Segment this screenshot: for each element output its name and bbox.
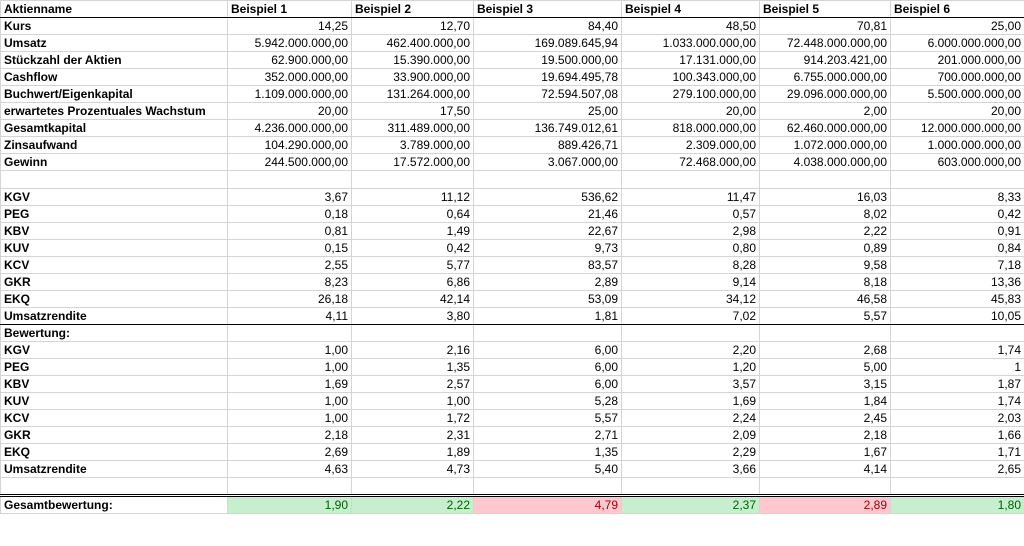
table-row: [1, 154, 1024, 171]
value-cell[interactable]: 100.343.000,00: [622, 69, 760, 86]
table-row: [1, 444, 1024, 461]
value-cell[interactable]: 8,28: [622, 257, 760, 274]
value-cell[interactable]: 2,31: [352, 427, 474, 444]
value-cell[interactable]: 0,89: [760, 240, 891, 257]
value-cell[interactable]: 104.290.000,00: [228, 137, 352, 154]
value-cell[interactable]: 2,29: [622, 444, 760, 461]
value-cell[interactable]: 2,03: [891, 410, 1024, 427]
value-cell[interactable]: 818.000.000,00: [622, 120, 760, 137]
value-cell[interactable]: 70,81: [760, 18, 891, 35]
value-cell[interactable]: 311.489.000,00: [352, 120, 474, 137]
value-cell[interactable]: 1,74: [891, 342, 1024, 359]
value-cell[interactable]: 17,50: [352, 103, 474, 120]
value-cell[interactable]: 5,77: [352, 257, 474, 274]
row-label-cell[interactable]: Umsatzrendite: [1, 308, 228, 325]
table-row: [1, 189, 1024, 206]
value-cell[interactable]: 2,55: [228, 257, 352, 274]
value-cell[interactable]: 0,42: [891, 206, 1024, 223]
value-cell[interactable]: 1,35: [474, 444, 622, 461]
total-value-cell[interactable]: 4,79: [474, 496, 622, 514]
value-cell[interactable]: 4.236.000.000,00: [228, 120, 352, 137]
value-cell[interactable]: 2,00: [760, 103, 891, 120]
table-row: [1, 461, 1024, 478]
value-cell[interactable]: 914.203.421,00: [760, 52, 891, 69]
value-cell[interactable]: 83,57: [474, 257, 622, 274]
empty-cell[interactable]: [228, 171, 352, 189]
rating-title-row: [1, 325, 1024, 342]
value-cell[interactable]: 1.072.000.000,00: [760, 137, 891, 154]
value-cell[interactable]: 1,00: [228, 342, 352, 359]
empty-cell[interactable]: [760, 478, 891, 496]
row-label-cell[interactable]: EKQ: [1, 444, 228, 461]
empty-cell[interactable]: [228, 325, 352, 342]
table-row: [1, 18, 1024, 35]
value-cell[interactable]: 1,89: [352, 444, 474, 461]
value-cell[interactable]: 84,40: [474, 18, 622, 35]
value-cell[interactable]: 3,15: [760, 376, 891, 393]
value-cell[interactable]: 0,15: [228, 240, 352, 257]
value-cell[interactable]: 4,14: [760, 461, 891, 478]
total-value-cell[interactable]: 1,80: [891, 496, 1024, 514]
value-cell[interactable]: 25,00: [474, 103, 622, 120]
total-row: [1, 496, 1024, 514]
value-cell[interactable]: 21,46: [474, 206, 622, 223]
table-row: [1, 103, 1024, 120]
empty-cell[interactable]: [891, 325, 1024, 342]
table-row: [1, 308, 1024, 325]
value-cell[interactable]: 6.000.000.000,00: [891, 35, 1024, 52]
empty-cell[interactable]: [622, 325, 760, 342]
value-cell[interactable]: 0,81: [228, 223, 352, 240]
value-cell[interactable]: 352.000.000,00: [228, 69, 352, 86]
value-cell[interactable]: 1,69: [228, 376, 352, 393]
table-row: [1, 120, 1024, 137]
value-cell[interactable]: 2,16: [352, 342, 474, 359]
value-cell[interactable]: 1,00: [352, 393, 474, 410]
value-cell[interactable]: 2,24: [622, 410, 760, 427]
value-cell[interactable]: 1,69: [622, 393, 760, 410]
value-cell[interactable]: 8,23: [228, 274, 352, 291]
table-row: [1, 410, 1024, 427]
value-cell[interactable]: 0,80: [622, 240, 760, 257]
value-cell[interactable]: 1,00: [228, 410, 352, 427]
row-label-cell[interactable]: KGV: [1, 342, 228, 359]
value-cell[interactable]: 25,00: [891, 18, 1024, 35]
empty-row: [1, 478, 1024, 496]
row-label-cell[interactable]: Gesamtkapital: [1, 120, 228, 137]
row-label-cell[interactable]: EKQ: [1, 291, 228, 308]
value-cell[interactable]: 0,64: [352, 206, 474, 223]
row-label-cell[interactable]: KCV: [1, 410, 228, 427]
value-cell[interactable]: 136.749.012,61: [474, 120, 622, 137]
value-cell[interactable]: 53,09: [474, 291, 622, 308]
row-label-cell[interactable]: Kurs: [1, 18, 228, 35]
table-row: [1, 427, 1024, 444]
value-cell[interactable]: 1,81: [474, 308, 622, 325]
value-cell[interactable]: 26,18: [228, 291, 352, 308]
value-cell[interactable]: 13,36: [891, 274, 1024, 291]
header-cell-4[interactable]: Beispiel 4: [622, 1, 760, 18]
table-row: [1, 274, 1024, 291]
value-cell[interactable]: 1.109.000.000,00: [228, 86, 352, 103]
value-cell[interactable]: 4,63: [228, 461, 352, 478]
table-row: [1, 69, 1024, 86]
value-cell[interactable]: 5,00: [760, 359, 891, 376]
value-cell[interactable]: 536,62: [474, 189, 622, 206]
sheet-body: [1, 1, 1024, 514]
value-cell[interactable]: 11,12: [352, 189, 474, 206]
value-cell[interactable]: 201.000.000,00: [891, 52, 1024, 69]
value-cell[interactable]: 1,71: [891, 444, 1024, 461]
row-label-cell[interactable]: GKR: [1, 274, 228, 291]
value-cell[interactable]: 2,18: [760, 427, 891, 444]
value-cell[interactable]: 6,00: [474, 359, 622, 376]
table-row: [1, 137, 1024, 154]
header-cell-5[interactable]: Beispiel 5: [760, 1, 891, 18]
row-label-cell[interactable]: Gewinn: [1, 154, 228, 171]
value-cell[interactable]: 19.694.495,78: [474, 69, 622, 86]
total-value-cell[interactable]: 2,22: [352, 496, 474, 514]
value-cell[interactable]: 33.900.000,00: [352, 69, 474, 86]
value-cell[interactable]: 46,58: [760, 291, 891, 308]
value-cell[interactable]: 603.000.000,00: [891, 154, 1024, 171]
value-cell[interactable]: 1,72: [352, 410, 474, 427]
value-cell[interactable]: 0,18: [228, 206, 352, 223]
value-cell[interactable]: 6,00: [474, 376, 622, 393]
value-cell[interactable]: 17.572.000,00: [352, 154, 474, 171]
table-row: [1, 291, 1024, 308]
row-label-cell[interactable]: KBV: [1, 223, 228, 240]
value-cell[interactable]: 1,84: [760, 393, 891, 410]
value-cell[interactable]: 9,14: [622, 274, 760, 291]
empty-cell[interactable]: [622, 171, 760, 189]
value-cell[interactable]: 0,91: [891, 223, 1024, 240]
row-label-cell[interactable]: Umsatzrendite: [1, 461, 228, 478]
empty-cell[interactable]: [1, 478, 228, 496]
value-cell[interactable]: 1,00: [228, 393, 352, 410]
value-cell[interactable]: 8,18: [760, 274, 891, 291]
value-cell[interactable]: 462.400.000,00: [352, 35, 474, 52]
value-cell[interactable]: 3,57: [622, 376, 760, 393]
table-row: [1, 52, 1024, 69]
value-cell[interactable]: 42,14: [352, 291, 474, 308]
empty-cell[interactable]: [352, 171, 474, 189]
table-row: [1, 257, 1024, 274]
table-row: [1, 206, 1024, 223]
total-label-cell[interactable]: Gesamtbewertung:: [1, 496, 228, 514]
row-label-cell[interactable]: PEG: [1, 206, 228, 223]
value-cell[interactable]: 17.131.000,00: [622, 52, 760, 69]
value-cell[interactable]: 3,67: [228, 189, 352, 206]
table-row: [1, 223, 1024, 240]
value-cell[interactable]: 72.468.000,00: [622, 154, 760, 171]
value-cell[interactable]: 2,22: [760, 223, 891, 240]
empty-row: [1, 171, 1024, 189]
header-cell-2[interactable]: Beispiel 2: [352, 1, 474, 18]
total-value-cell[interactable]: 2,89: [760, 496, 891, 514]
row-label-cell[interactable]: erwartetes Prozentuales Wachstum: [1, 103, 228, 120]
value-cell[interactable]: 19.500.000,00: [474, 52, 622, 69]
header-cell-6[interactable]: Beispiel 6: [891, 1, 1024, 18]
value-cell[interactable]: 48,50: [622, 18, 760, 35]
value-cell[interactable]: 2,45: [760, 410, 891, 427]
value-cell[interactable]: 1.033.000.000,00: [622, 35, 760, 52]
value-cell[interactable]: 1: [891, 359, 1024, 376]
table-row: [1, 240, 1024, 257]
table-row: [1, 376, 1024, 393]
value-cell[interactable]: 3,66: [622, 461, 760, 478]
header-cell-3[interactable]: Beispiel 3: [474, 1, 622, 18]
value-cell[interactable]: 1,49: [352, 223, 474, 240]
value-cell[interactable]: 279.100.000,00: [622, 86, 760, 103]
empty-cell[interactable]: [474, 478, 622, 496]
empty-cell[interactable]: [760, 171, 891, 189]
row-label-cell[interactable]: KGV: [1, 189, 228, 206]
value-cell[interactable]: 8,33: [891, 189, 1024, 206]
row-label-cell[interactable]: KUV: [1, 393, 228, 410]
total-value-cell[interactable]: 1,90: [228, 496, 352, 514]
value-cell[interactable]: 244.500.000,00: [228, 154, 352, 171]
value-cell[interactable]: 62.460.000.000,00: [760, 120, 891, 137]
empty-cell[interactable]: [352, 325, 474, 342]
value-cell[interactable]: 131.264.000,00: [352, 86, 474, 103]
value-cell[interactable]: 20,00: [228, 103, 352, 120]
row-label-cell[interactable]: Stückzahl der Aktien: [1, 52, 228, 69]
value-cell[interactable]: 1,00: [228, 359, 352, 376]
row-label-cell[interactable]: PEG: [1, 359, 228, 376]
value-cell[interactable]: 5.942.000.000,00: [228, 35, 352, 52]
value-cell[interactable]: 5,40: [474, 461, 622, 478]
table-row: [1, 86, 1024, 103]
value-cell[interactable]: 9,73: [474, 240, 622, 257]
value-cell[interactable]: 3.789.000,00: [352, 137, 474, 154]
header-label-cell[interactable]: Aktienname: [1, 1, 228, 18]
value-cell[interactable]: 3,80: [352, 308, 474, 325]
value-cell[interactable]: 45,83: [891, 291, 1024, 308]
value-cell[interactable]: 5.500.000.000,00: [891, 86, 1024, 103]
value-cell[interactable]: 29.096.000.000,00: [760, 86, 891, 103]
value-cell[interactable]: 20,00: [622, 103, 760, 120]
empty-cell[interactable]: [891, 478, 1024, 496]
header-row: [1, 1, 1024, 18]
value-cell[interactable]: 2.309.000,00: [622, 137, 760, 154]
value-cell[interactable]: 34,12: [622, 291, 760, 308]
empty-cell[interactable]: [891, 171, 1024, 189]
row-label-cell[interactable]: Zinsaufwand: [1, 137, 228, 154]
value-cell[interactable]: 11,47: [622, 189, 760, 206]
value-cell[interactable]: 4,11: [228, 308, 352, 325]
value-cell[interactable]: 2,89: [474, 274, 622, 291]
row-label-cell[interactable]: GKR: [1, 427, 228, 444]
value-cell[interactable]: 8,02: [760, 206, 891, 223]
value-cell[interactable]: 0,57: [622, 206, 760, 223]
value-cell[interactable]: 6,86: [352, 274, 474, 291]
value-cell[interactable]: 0,84: [891, 240, 1024, 257]
value-cell[interactable]: 16,03: [760, 189, 891, 206]
empty-cell[interactable]: [622, 478, 760, 496]
value-cell[interactable]: 1,35: [352, 359, 474, 376]
header-cell-1[interactable]: Beispiel 1: [228, 1, 352, 18]
value-cell[interactable]: 9,58: [760, 257, 891, 274]
value-cell[interactable]: 1,66: [891, 427, 1024, 444]
row-label-cell[interactable]: KCV: [1, 257, 228, 274]
value-cell[interactable]: 7,02: [622, 308, 760, 325]
empty-cell[interactable]: [352, 478, 474, 496]
table-row: [1, 359, 1024, 376]
value-cell[interactable]: 14,25: [228, 18, 352, 35]
value-cell[interactable]: 5,57: [474, 410, 622, 427]
rating-title-cell[interactable]: Bewertung:: [1, 325, 228, 342]
value-cell[interactable]: 2,98: [622, 223, 760, 240]
value-cell[interactable]: 5,57: [760, 308, 891, 325]
value-cell[interactable]: 0,42: [352, 240, 474, 257]
row-label-cell[interactable]: KBV: [1, 376, 228, 393]
value-cell[interactable]: 700.000.000,00: [891, 69, 1024, 86]
value-cell[interactable]: 1,74: [891, 393, 1024, 410]
value-cell[interactable]: 1,67: [760, 444, 891, 461]
table-row: [1, 342, 1024, 359]
empty-cell[interactable]: [1, 171, 228, 189]
value-cell[interactable]: 1,20: [622, 359, 760, 376]
empty-cell[interactable]: [474, 171, 622, 189]
value-cell[interactable]: 5,28: [474, 393, 622, 410]
row-label-cell[interactable]: KUV: [1, 240, 228, 257]
value-cell[interactable]: 20,00: [891, 103, 1024, 120]
value-cell[interactable]: 889.426,71: [474, 137, 622, 154]
value-cell[interactable]: 2,71: [474, 427, 622, 444]
empty-cell[interactable]: [228, 478, 352, 496]
row-label-cell[interactable]: Umsatz: [1, 35, 228, 52]
value-cell[interactable]: 1,87: [891, 376, 1024, 393]
row-label-cell[interactable]: Buchwert/Eigenkapital: [1, 86, 228, 103]
value-cell[interactable]: 6,00: [474, 342, 622, 359]
value-cell[interactable]: 2,09: [622, 427, 760, 444]
value-cell[interactable]: 3.067.000,00: [474, 154, 622, 171]
value-cell[interactable]: 22,67: [474, 223, 622, 240]
table-row: [1, 35, 1024, 52]
value-cell[interactable]: 2,57: [352, 376, 474, 393]
value-cell[interactable]: 1.000.000.000,00: [891, 137, 1024, 154]
total-value-cell[interactable]: 2,37: [622, 496, 760, 514]
value-cell[interactable]: 4,73: [352, 461, 474, 478]
empty-cell[interactable]: [760, 325, 891, 342]
value-cell[interactable]: 6.755.000.000,00: [760, 69, 891, 86]
value-cell[interactable]: 72.594.507,08: [474, 86, 622, 103]
value-cell[interactable]: 15.390.000,00: [352, 52, 474, 69]
value-cell[interactable]: 62.900.000,00: [228, 52, 352, 69]
value-cell[interactable]: 169.089.645,94: [474, 35, 622, 52]
value-cell[interactable]: 2,20: [622, 342, 760, 359]
value-cell[interactable]: 4.038.000.000,00: [760, 154, 891, 171]
empty-cell[interactable]: [474, 325, 622, 342]
value-cell[interactable]: 10,05: [891, 308, 1024, 325]
value-cell[interactable]: 2,65: [891, 461, 1024, 478]
value-cell[interactable]: 2,69: [228, 444, 352, 461]
value-cell[interactable]: 12.000.000.000,00: [891, 120, 1024, 137]
value-cell[interactable]: 2,68: [760, 342, 891, 359]
table-row: [1, 393, 1024, 410]
value-cell[interactable]: 7,18: [891, 257, 1024, 274]
value-cell[interactable]: 2,18: [228, 427, 352, 444]
value-cell[interactable]: 12,70: [352, 18, 474, 35]
value-cell[interactable]: 72.448.000.000,00: [760, 35, 891, 52]
row-label-cell[interactable]: Cashflow: [1, 69, 228, 86]
